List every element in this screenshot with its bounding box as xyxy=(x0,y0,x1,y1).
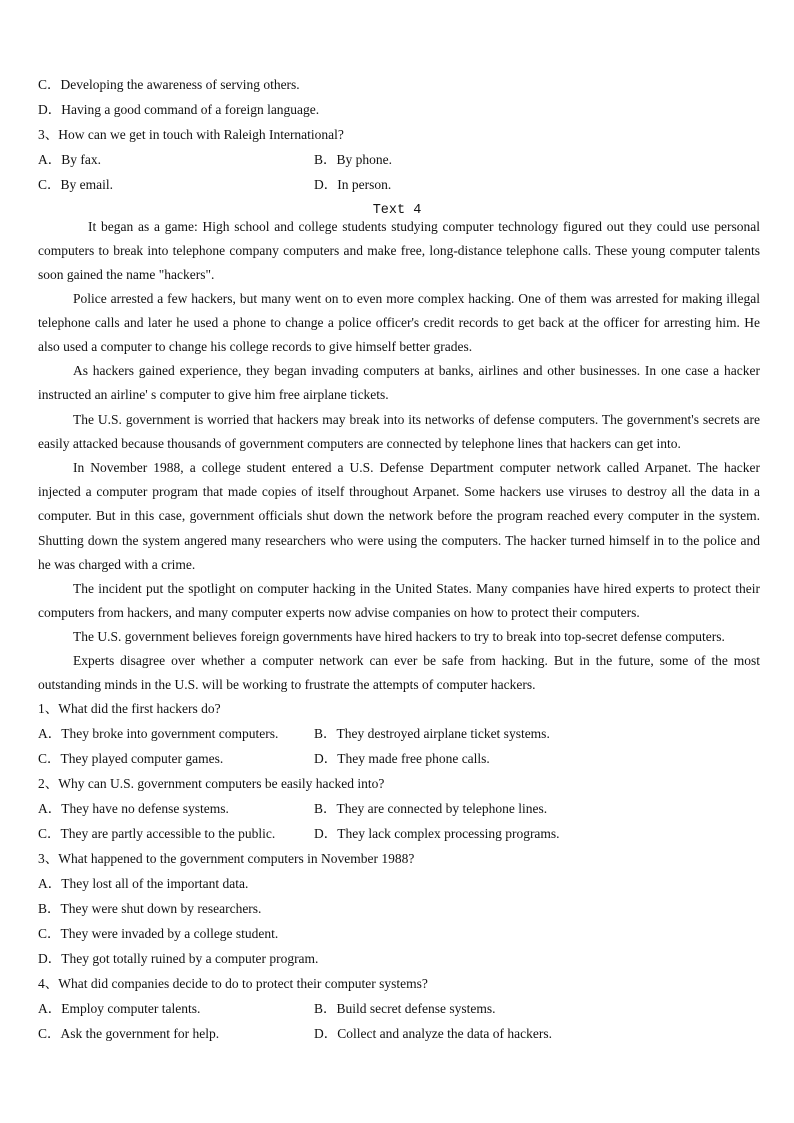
passage-paragraph-4: The U.S. government is worried that hackers may break into its networks of defense computers. The government's secrets are easily attacked because thousands of government computers are connected by telephone lines that hackers can get into. xyxy=(38,412,760,452)
passage-paragraph-7: The U.S. government believes foreign governments have hired hackers to try to break into top-secret defense computers. xyxy=(73,629,725,644)
q1-option-d: D．They made free phone calls. xyxy=(314,751,490,766)
passage-paragraph-3: As hackers gained experience, they began invading computers at banks, airlines and other businesses. In one case a hacker instructed an airline' s computer to give him free airplane tickets. xyxy=(38,363,760,403)
q4-option-c: C．Ask the government for help. xyxy=(38,1026,220,1041)
q4-option-b: B．Build secret defense systems. xyxy=(314,1001,496,1016)
q2-option-a: A．They have no defense systems. xyxy=(38,801,229,816)
q4-option-d: D．Collect and analyze the data of hackers. xyxy=(314,1026,553,1041)
question-4-stem: 4、What did companies decide to do to protect their computer systems? xyxy=(38,976,428,991)
passage-title: Text 4 xyxy=(372,203,422,218)
question-1-stem: 1、What did the first hackers do? xyxy=(38,701,221,716)
q3-option-b: B．They were shut down by researchers. xyxy=(38,901,262,916)
passage-paragraph-2: Police arrested a few hackers, but many went on to even more complex hacking. One of them was arrested for making illegal telephone calls and later he used a phone to change a police officer's credit records to get back at the officer for arresting him. He also used a computer to change his college records to give himself better grades. xyxy=(38,291,760,355)
prev-q3-option-a: A．By fax. xyxy=(38,152,101,167)
q2-option-b: B．They are connected by telephone lines. xyxy=(314,801,548,816)
question-2-stem: 2、Why can U.S. government computers be easily hacked into? xyxy=(38,776,385,791)
passage-paragraph-5: In November 1988, a college student entered a U.S. Defense Department computer network called Arpanet. The hacker injected a computer program that made copies of itself throughout Arpanet. Some hackers use viruses to destroy all the data in a computer. But in this case, government officials shut down the network before the program reached every computer in the system. Shutting down the system angered many researchers who were using the computers. The hacker turned himself in to the police and he was charged with a crime. xyxy=(38,460,760,572)
prev-option-c: C．Developing the awareness of serving others. xyxy=(38,77,300,92)
q1-option-a: A．They broke into government computers. xyxy=(38,726,279,741)
prev-q3-option-c: C．By email. xyxy=(38,177,113,192)
q3-option-c: C．They were invaded by a college student. xyxy=(38,926,279,941)
q2-option-c: C．They are partly accessible to the public. xyxy=(38,826,276,841)
q3-option-d: D．They got totally ruined by a computer program. xyxy=(38,951,319,966)
passage-paragraph-8: Experts disagree over whether a computer network can ever be safe from hacking. But in the future, some of the most outstanding minds in the U.S. will be working to frustrate the attempts of computer hackers. xyxy=(38,653,760,693)
prev-q3-option-d: D．In person. xyxy=(314,177,392,192)
q3-option-a: A．They lost all of the important data. xyxy=(38,876,249,891)
prev-option-d: D．Having a good command of a foreign language. xyxy=(38,102,320,117)
q1-option-c: C．They played computer games. xyxy=(38,751,224,766)
question-3-stem: 3、What happened to the government computers in November 1988? xyxy=(38,851,415,866)
q1-option-b: B．They destroyed airplane ticket systems. xyxy=(314,726,550,741)
prev-question-3: 3、How can we get in touch with Raleigh International? xyxy=(38,127,344,142)
passage-paragraph-1: It began as a game: High school and college students studying computer technology figured out they could use personal computers to break into telephone company computers and make free, long-distance telephone calls. These young computer talents soon gained the name "hackers". xyxy=(38,219,760,283)
passage-paragraph-6: The incident put the spotlight on computer hacking in the United States. Many companies have hired experts to protect their computers from hackers, and many computer experts now advise companies on how to protect their computers. xyxy=(38,581,760,621)
q2-option-d: D．They lack complex processing programs. xyxy=(314,826,560,841)
q4-option-a: A．Employ computer talents. xyxy=(38,1001,201,1016)
prev-q3-option-b: B．By phone. xyxy=(314,152,393,167)
